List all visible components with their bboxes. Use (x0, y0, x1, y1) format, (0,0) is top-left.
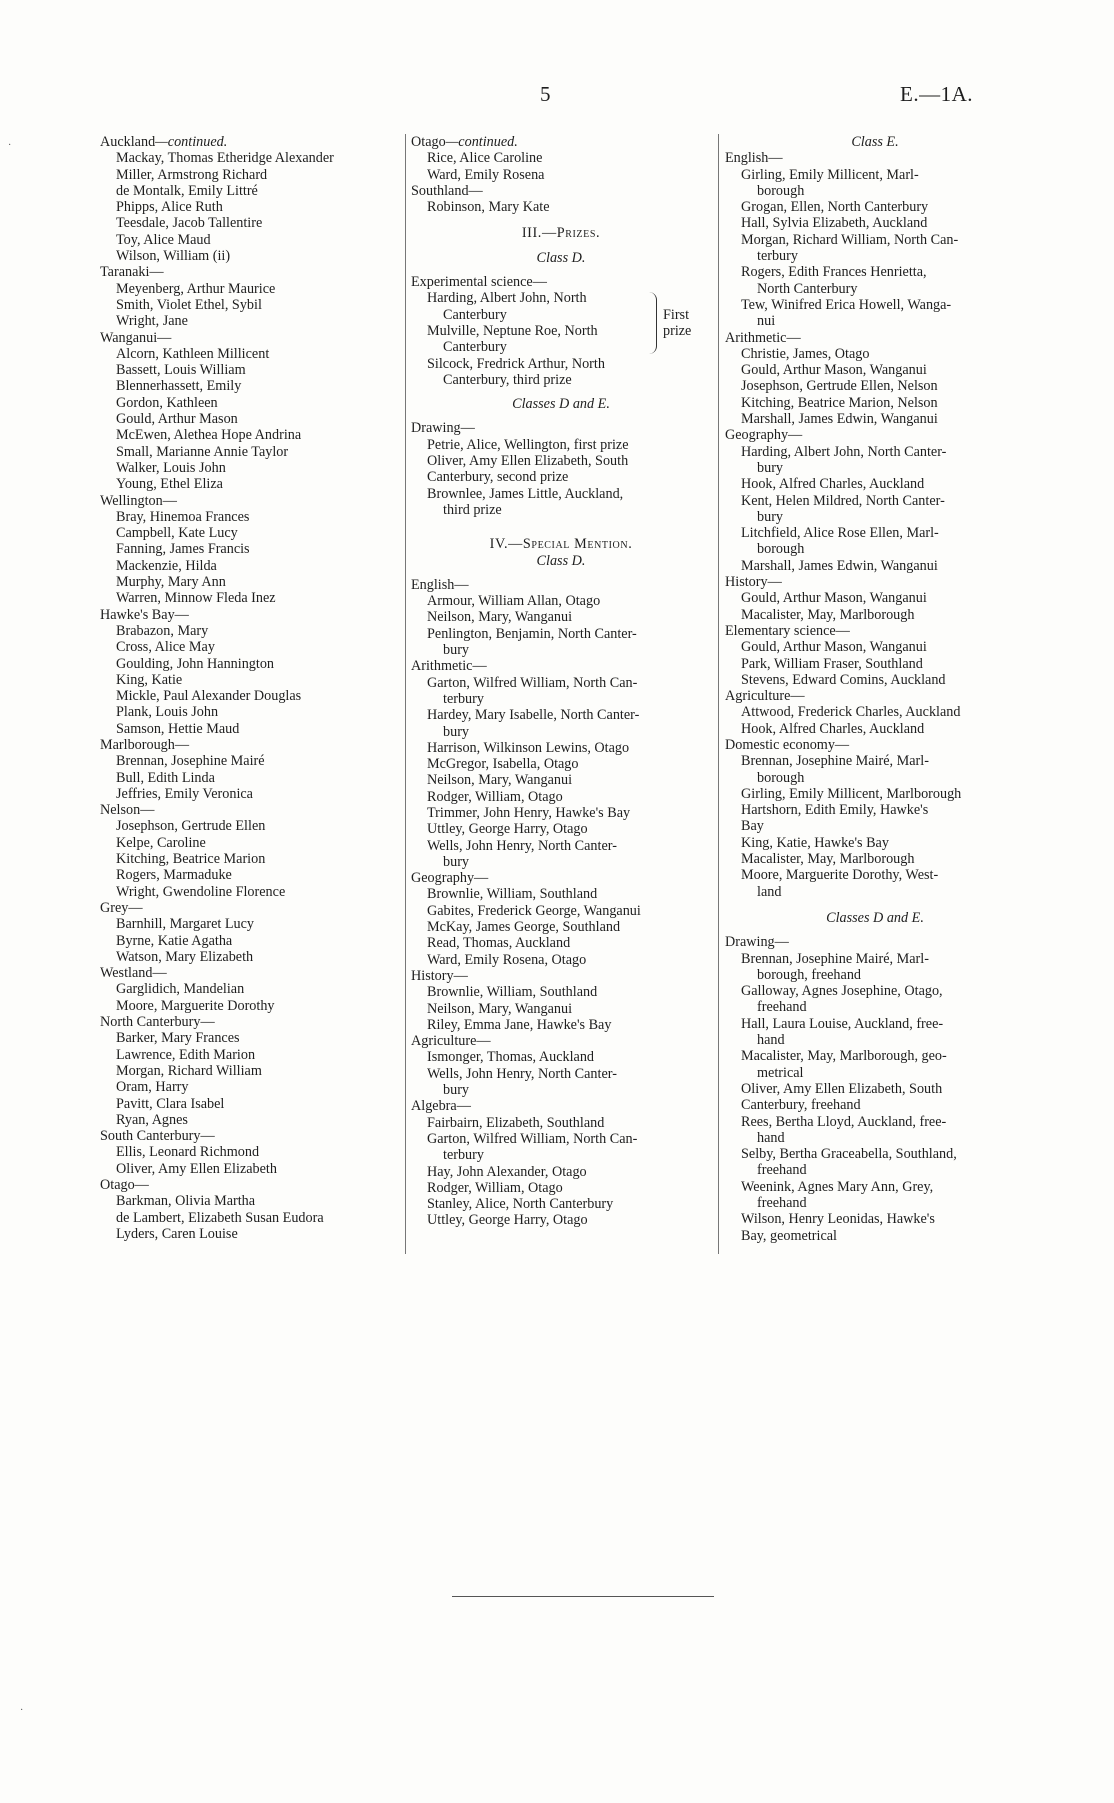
region-name: Otago (411, 134, 446, 150)
list-entry: McGregor, Isabella, Otago (427, 756, 579, 773)
name-list (411, 1049, 711, 1098)
region-heading: Marlborough— (100, 736, 190, 753)
name-list (411, 886, 711, 967)
list-entry: Oliver, Amy Ellen Elizabeth, South (427, 453, 629, 470)
list-entry: Rodger, William, Otago (427, 1179, 563, 1196)
prize-entry: Silcock, Fredrick Arthur, North (427, 355, 605, 372)
name-list (725, 753, 1025, 900)
list-entry: Plank, Louis John (116, 704, 219, 721)
list-entry: Campbell, Kate Lucy (116, 525, 238, 542)
list-entry: Warren, Minnow Fleda Inez (116, 590, 276, 607)
list-entry: Lyders, Caren Louise (116, 1225, 238, 1242)
name-list (725, 346, 1025, 427)
list-entry: Wells, John Henry, North Canter- (427, 1065, 617, 1082)
list-entry: Galloway, Agnes Josephine, Otago, (741, 983, 943, 1000)
list-entry: Bray, Hinemoa Frances (116, 508, 250, 525)
list-entry: nui (757, 313, 776, 330)
list-entry: Girling, Emily Millicent, Marlborough (741, 785, 962, 802)
column-1 (100, 134, 400, 1242)
list-entry: Gould, Arthur Mason, Wanganui (741, 590, 927, 607)
region-heading: Westland— (100, 965, 167, 982)
list-entry: Christie, James, Otago (741, 345, 870, 362)
list-entry: Harrison, Wilkinson Lewins, Otago (427, 739, 630, 756)
list-entry: freehand (757, 1162, 807, 1179)
region-heading: South Canterbury— (100, 1128, 215, 1145)
prize-label-word: prize (663, 322, 692, 339)
list-entry: borough (757, 541, 805, 558)
list-entry: bury (443, 642, 470, 659)
list-entry: Marshall, James Edwin, Wanganui (741, 411, 938, 428)
scan-mark: · (20, 1705, 24, 1716)
list-entry: Stanley, Alice, North Canterbury (427, 1196, 614, 1213)
list-entry: de Lambert, Elizabeth Susan Eudora (116, 1209, 324, 1226)
list-entry: Kitching, Beatrice Marion (116, 851, 266, 868)
name-list (411, 593, 711, 658)
name-list (411, 199, 711, 215)
list-entry: Oliver, Amy Ellen Elizabeth (116, 1160, 277, 1177)
list-entry: Brabazon, Mary (116, 622, 209, 639)
list-entry: Smith, Violet Ethel, Sybil (116, 296, 262, 313)
continued-label: —continued. (155, 134, 228, 150)
subject-heading: Arithmetic— (725, 329, 801, 346)
name-list (725, 704, 1025, 737)
list-entry: Canterbury, freehand (741, 1097, 861, 1114)
column-divider (405, 134, 406, 1254)
list-entry: Byrne, Katie Agatha (116, 932, 233, 949)
subject-heading: Arithmetic— (411, 658, 487, 675)
list-entry: borough (757, 769, 805, 786)
list-entry: Brennan, Josephine Mairé (116, 753, 265, 770)
region-heading: Nelson— (100, 802, 155, 819)
list-entry: Small, Marianne Annie Taylor (116, 443, 289, 460)
section-heading (100, 134, 400, 150)
list-entry: Brownlie, William, Southland (427, 984, 598, 1001)
list-entry: Brennan, Josephine Mairé, Marl- (741, 950, 929, 967)
subject-heading: Drawing— (725, 934, 789, 951)
list-entry: Mackay, Thomas Etheridge Alexander (116, 150, 334, 167)
list-entry: bury (443, 1082, 470, 1099)
list-entry: Wright, Gwendoline Florence (116, 883, 286, 900)
name-list (725, 590, 1025, 623)
list-entry: Brownlee, James Little, Auckland, (427, 485, 624, 502)
list-entry: freehand (757, 1195, 807, 1211)
list-entry: Wilson, William (ii) (116, 248, 231, 265)
list-entry: Wells, John Henry, North Canter- (427, 837, 617, 854)
region-heading: Otago— (100, 1177, 149, 1193)
column-3 (725, 134, 1025, 1244)
section-title-prizes: III.—Prizes. (521, 225, 601, 242)
list-entry: Girling, Emily Millicent, Marl- (741, 166, 919, 183)
prize-label-word: First (663, 306, 690, 323)
list-entry: hand (757, 1129, 785, 1146)
list-entry: Macalister, May, Marlborough, geo- (741, 1048, 947, 1065)
subject-heading: Geography— (411, 870, 489, 887)
list-entry: Goulding, John Hannington (116, 655, 275, 672)
list-entry: Phipps, Alice Ruth (116, 199, 223, 216)
list-entry: Moore, Marguerite Dorothy (116, 997, 275, 1014)
list-entry: Bassett, Louis William (116, 362, 246, 379)
list-entry: hand (757, 1032, 785, 1049)
list-entry: Meyenberg, Arthur Maurice (116, 280, 276, 297)
list-entry: Litchfield, Alice Rose Ellen, Marl- (741, 525, 939, 542)
list-entry: Rogers, Edith Frances Henrietta, (741, 264, 927, 281)
class-heading: Classes D and E. (512, 396, 610, 413)
subject-heading: English— (411, 576, 469, 593)
list-entry: Neilson, Mary, Wanganui (427, 772, 573, 789)
list-entry: Tew, Winifred Erica Howell, Wanga- (741, 296, 952, 313)
list-entry: metrical (757, 1064, 804, 1081)
list-entry: Hook, Alfred Charles, Auckland (741, 476, 925, 493)
list-entry: terbury (757, 248, 798, 265)
class-heading: Classes D and E. (826, 909, 924, 926)
name-list (100, 981, 400, 1014)
list-entry: Harding, Albert John, North Canter- (741, 443, 947, 460)
name-list (725, 951, 1025, 1244)
subject-heading: Geography— (725, 427, 803, 444)
list-entry: Gabites, Frederick George, Wanganui (427, 902, 641, 919)
list-entry: Barkman, Olivia Martha (116, 1193, 256, 1210)
list-entry: Moore, Marguerite Dorothy, West- (741, 867, 939, 884)
name-list (100, 509, 400, 607)
list-entry: Weenink, Agnes Mary Ann, Grey, (741, 1178, 934, 1195)
list-entry: Morgan, Richard William, North Can- (741, 231, 959, 248)
list-entry: Stevens, Edward Comins, Auckland (741, 671, 946, 688)
subject-heading: Algebra— (411, 1098, 471, 1115)
name-list (100, 150, 400, 264)
name-list (725, 444, 1025, 574)
list-entry: land (757, 883, 782, 900)
list-entry: Hartshorn, Edith Emily, Hawke's (741, 802, 929, 819)
list-entry: Robinson, Mary Kate (427, 199, 550, 216)
name-list (725, 167, 1025, 330)
prize-entry: Canterbury (443, 306, 507, 323)
column-2 (411, 134, 711, 1229)
list-entry: Ryan, Agnes (116, 1111, 188, 1128)
list-entry: Kitching, Beatrice Marion, Nelson (741, 394, 938, 411)
subject-heading: Experimental science— (411, 274, 547, 291)
list-entry: third prize (443, 501, 502, 518)
list-entry: Oram, Harry (116, 1079, 189, 1096)
list-entry: Lawrence, Edith Marion (116, 1046, 256, 1063)
section-title-special-mention: IV.—Special Mention. (489, 536, 633, 553)
prize-entry: Canterbury (443, 339, 507, 356)
list-entry: McKay, James George, Southland (427, 919, 621, 936)
list-entry: Rogers, Marmaduke (116, 867, 232, 884)
subject-heading: History— (411, 967, 468, 984)
name-list (411, 1115, 711, 1229)
region-heading: Wellington— (100, 492, 177, 509)
list-entry: Park, William Fraser, Southland (741, 655, 923, 672)
list-entry: Kelpe, Caroline (116, 834, 206, 851)
section-heading (411, 134, 711, 150)
list-entry: Uttley, George Harry, Otago (427, 821, 588, 838)
list-entry: Bay (741, 818, 764, 835)
list-entry: Alcorn, Kathleen Millicent (116, 345, 270, 362)
list-entry: Brennan, Josephine Mairé, Marl- (741, 753, 929, 770)
list-entry: McEwen, Alethea Hope Andrina (116, 427, 302, 444)
list-entry: Toy, Alice Maud (116, 231, 211, 248)
list-entry: Bull, Edith Linda (116, 769, 215, 786)
list-entry: Ward, Emily Rosena (427, 166, 545, 183)
name-list (100, 623, 400, 737)
region-name: Auckland (100, 134, 156, 150)
list-entry: Hall, Laura Louise, Auckland, free- (741, 1015, 944, 1032)
region-heading: Hawke's Bay— (100, 606, 189, 623)
list-entry: Neilson, Mary, Wanganui (427, 609, 573, 626)
list-entry: Grogan, Ellen, North Canterbury (741, 199, 929, 216)
list-entry: Garton, Wilfred William, North Can- (427, 674, 638, 691)
name-list (411, 437, 711, 518)
name-list (411, 150, 711, 183)
name-list (100, 818, 400, 899)
list-entry: Bay, geometrical (741, 1227, 837, 1244)
list-entry: Hall, Sylvia Elizabeth, Auckland (741, 215, 928, 232)
list-entry: Josephson, Gertrude Ellen, Nelson (741, 378, 938, 395)
list-entry: Rees, Bertha Lloyd, Auckland, free- (741, 1113, 947, 1130)
list-entry: Uttley, George Harry, Otago (427, 1212, 588, 1229)
list-entry: Attwood, Frederick Charles, Auckland (741, 704, 961, 721)
list-entry: Mickle, Paul Alexander Douglas (116, 688, 302, 705)
list-entry: Murphy, Mary Ann (116, 574, 226, 591)
region-heading: Southland— (411, 182, 483, 199)
subject-heading: English— (725, 150, 783, 167)
list-entry: Wright, Jane (116, 313, 188, 330)
list-entry: Oliver, Amy Ellen Elizabeth, South (741, 1080, 943, 1097)
first-prize-label (661, 290, 711, 355)
region-heading: Wanganui— (100, 329, 172, 346)
list-entry: Wilson, Henry Leonidas, Hawke's (741, 1211, 935, 1228)
name-list (411, 675, 711, 871)
list-entry: de Montalk, Emily Littré (116, 182, 258, 199)
region-heading: Taranaki— (100, 264, 164, 281)
name-list (725, 639, 1025, 688)
class-heading: Class D. (536, 552, 586, 569)
name-list (100, 1193, 400, 1242)
list-entry: Selby, Bertha Graceabella, Southland, (741, 1146, 957, 1163)
list-entry: borough, freehand (757, 966, 862, 983)
list-entry: Petrie, Alice, Wellington, first prize (427, 436, 629, 453)
list-entry: Neilson, Mary, Wanganui (427, 1000, 573, 1017)
continued-label: —continued. (445, 134, 518, 150)
list-entry: Trimmer, John Henry, Hawke's Bay (427, 804, 631, 821)
name-list (100, 916, 400, 965)
page-number: 5 (540, 82, 551, 106)
list-entry: Hardey, Mary Isabelle, North Canter- (427, 707, 640, 724)
list-entry: bury (443, 853, 470, 870)
list-entry: bury (757, 508, 784, 525)
list-entry: Macalister, May, Marlborough (741, 851, 915, 868)
list-entry: Rice, Alice Caroline (427, 150, 543, 167)
page-reference: E.—1A. (900, 82, 973, 106)
name-list (100, 281, 400, 330)
list-entry: Marshall, James Edwin, Wanganui (741, 557, 938, 574)
list-entry: Armour, William Allan, Otago (427, 593, 601, 610)
subject-heading: Domestic economy— (725, 736, 850, 753)
list-entry: Mackenzie, Hilda (116, 557, 217, 574)
region-heading: North Canterbury— (100, 1014, 215, 1031)
name-list (100, 1144, 400, 1177)
list-entry: Penlington, Benjamin, North Canter- (427, 625, 637, 642)
prize-entry: Harding, Albert John, North (427, 290, 587, 307)
list-entry: Ismonger, Thomas, Auckland (427, 1049, 595, 1066)
list-entry: Fairbairn, Elizabeth, Southland (427, 1114, 605, 1131)
list-entry: Watson, Mary Elizabeth (116, 948, 254, 965)
list-entry: bury (757, 459, 784, 476)
list-entry: Morgan, Richard William (116, 1062, 262, 1079)
list-entry: Blennerhassett, Emily (116, 378, 242, 395)
subject-heading: Elementary science— (725, 622, 850, 639)
name-list (100, 753, 400, 802)
list-entry: Gould, Arthur Mason (116, 411, 238, 428)
list-entry: North Canterbury (757, 280, 858, 297)
subject-heading: Agriculture— (411, 1033, 491, 1050)
column-divider (718, 134, 719, 1254)
class-heading: Class D. (536, 249, 586, 266)
first-prize-group (411, 290, 711, 355)
list-entry: Young, Ethel Eliza (116, 476, 223, 493)
list-entry: Hay, John Alexander, Otago (427, 1163, 587, 1180)
class-heading: Class E. (851, 134, 899, 150)
list-entry: Teesdale, Jacob Tallentire (116, 215, 263, 232)
region-heading: Grey— (100, 899, 143, 916)
list-entry: Samson, Hettie Maud (116, 720, 240, 737)
subject-heading: History— (725, 574, 782, 591)
list-entry: Fanning, James Francis (116, 541, 250, 558)
prize-entry: Mulville, Neptune Roe, North (427, 322, 598, 339)
name-list (100, 346, 400, 493)
prize-entry: Canterbury, third prize (443, 371, 572, 388)
list-entry: Ellis, Leonard Richmond (116, 1144, 260, 1161)
list-entry: King, Katie, Hawke's Bay (741, 834, 889, 851)
list-entry: Miller, Armstrong Richard (116, 166, 268, 183)
list-entry: Kent, Helen Mildred, North Canter- (741, 492, 945, 509)
list-entry: Read, Thomas, Auckland (427, 935, 571, 952)
list-entry: Barnhill, Margaret Lucy (116, 916, 255, 933)
list-entry: bury (443, 723, 470, 740)
name-list (411, 984, 711, 1033)
name-list (100, 1030, 400, 1128)
list-entry: Garglidich, Mandelian (116, 981, 245, 998)
list-entry: Riley, Emma Jane, Hawke's Bay (427, 1016, 612, 1033)
list-entry: freehand (757, 999, 807, 1016)
list-entry: Rodger, William, Otago (427, 788, 563, 805)
list-entry: Canterbury, second prize (427, 469, 569, 486)
list-entry: Hook, Alfred Charles, Auckland (741, 720, 925, 737)
list-entry: Gordon, Kathleen (116, 394, 218, 411)
subject-heading: Agriculture— (725, 688, 805, 705)
list-entry: borough (757, 182, 805, 199)
subject-heading: Drawing— (411, 420, 475, 437)
list-entry: Gould, Arthur Mason, Wanganui (741, 362, 927, 379)
list-entry: Walker, Louis John (116, 459, 226, 476)
list-entry: terbury (443, 1147, 484, 1164)
scan-mark: · (8, 140, 12, 151)
list-entry: Barker, Mary Frances (116, 1030, 240, 1047)
list-entry: Garton, Wilfred William, North Can- (427, 1130, 638, 1147)
list-entry: King, Katie (116, 671, 183, 688)
brace (648, 292, 657, 353)
list-entry: Jeffries, Emily Veronica (116, 785, 253, 802)
list-entry: Macalister, May, Marlborough (741, 606, 915, 623)
list-entry: Pavitt, Clara Isabel (116, 1095, 225, 1112)
list-entry: terbury (443, 690, 484, 707)
list-entry: Ward, Emily Rosena, Otago (427, 951, 587, 968)
list-entry: Josephson, Gertrude Ellen (116, 818, 266, 835)
list-entry: Gould, Arthur Mason, Wanganui (741, 639, 927, 656)
bottom-rule (452, 1596, 714, 1597)
list-entry: Cross, Alice May (116, 639, 215, 656)
list-entry: Brownlie, William, Southland (427, 886, 598, 903)
